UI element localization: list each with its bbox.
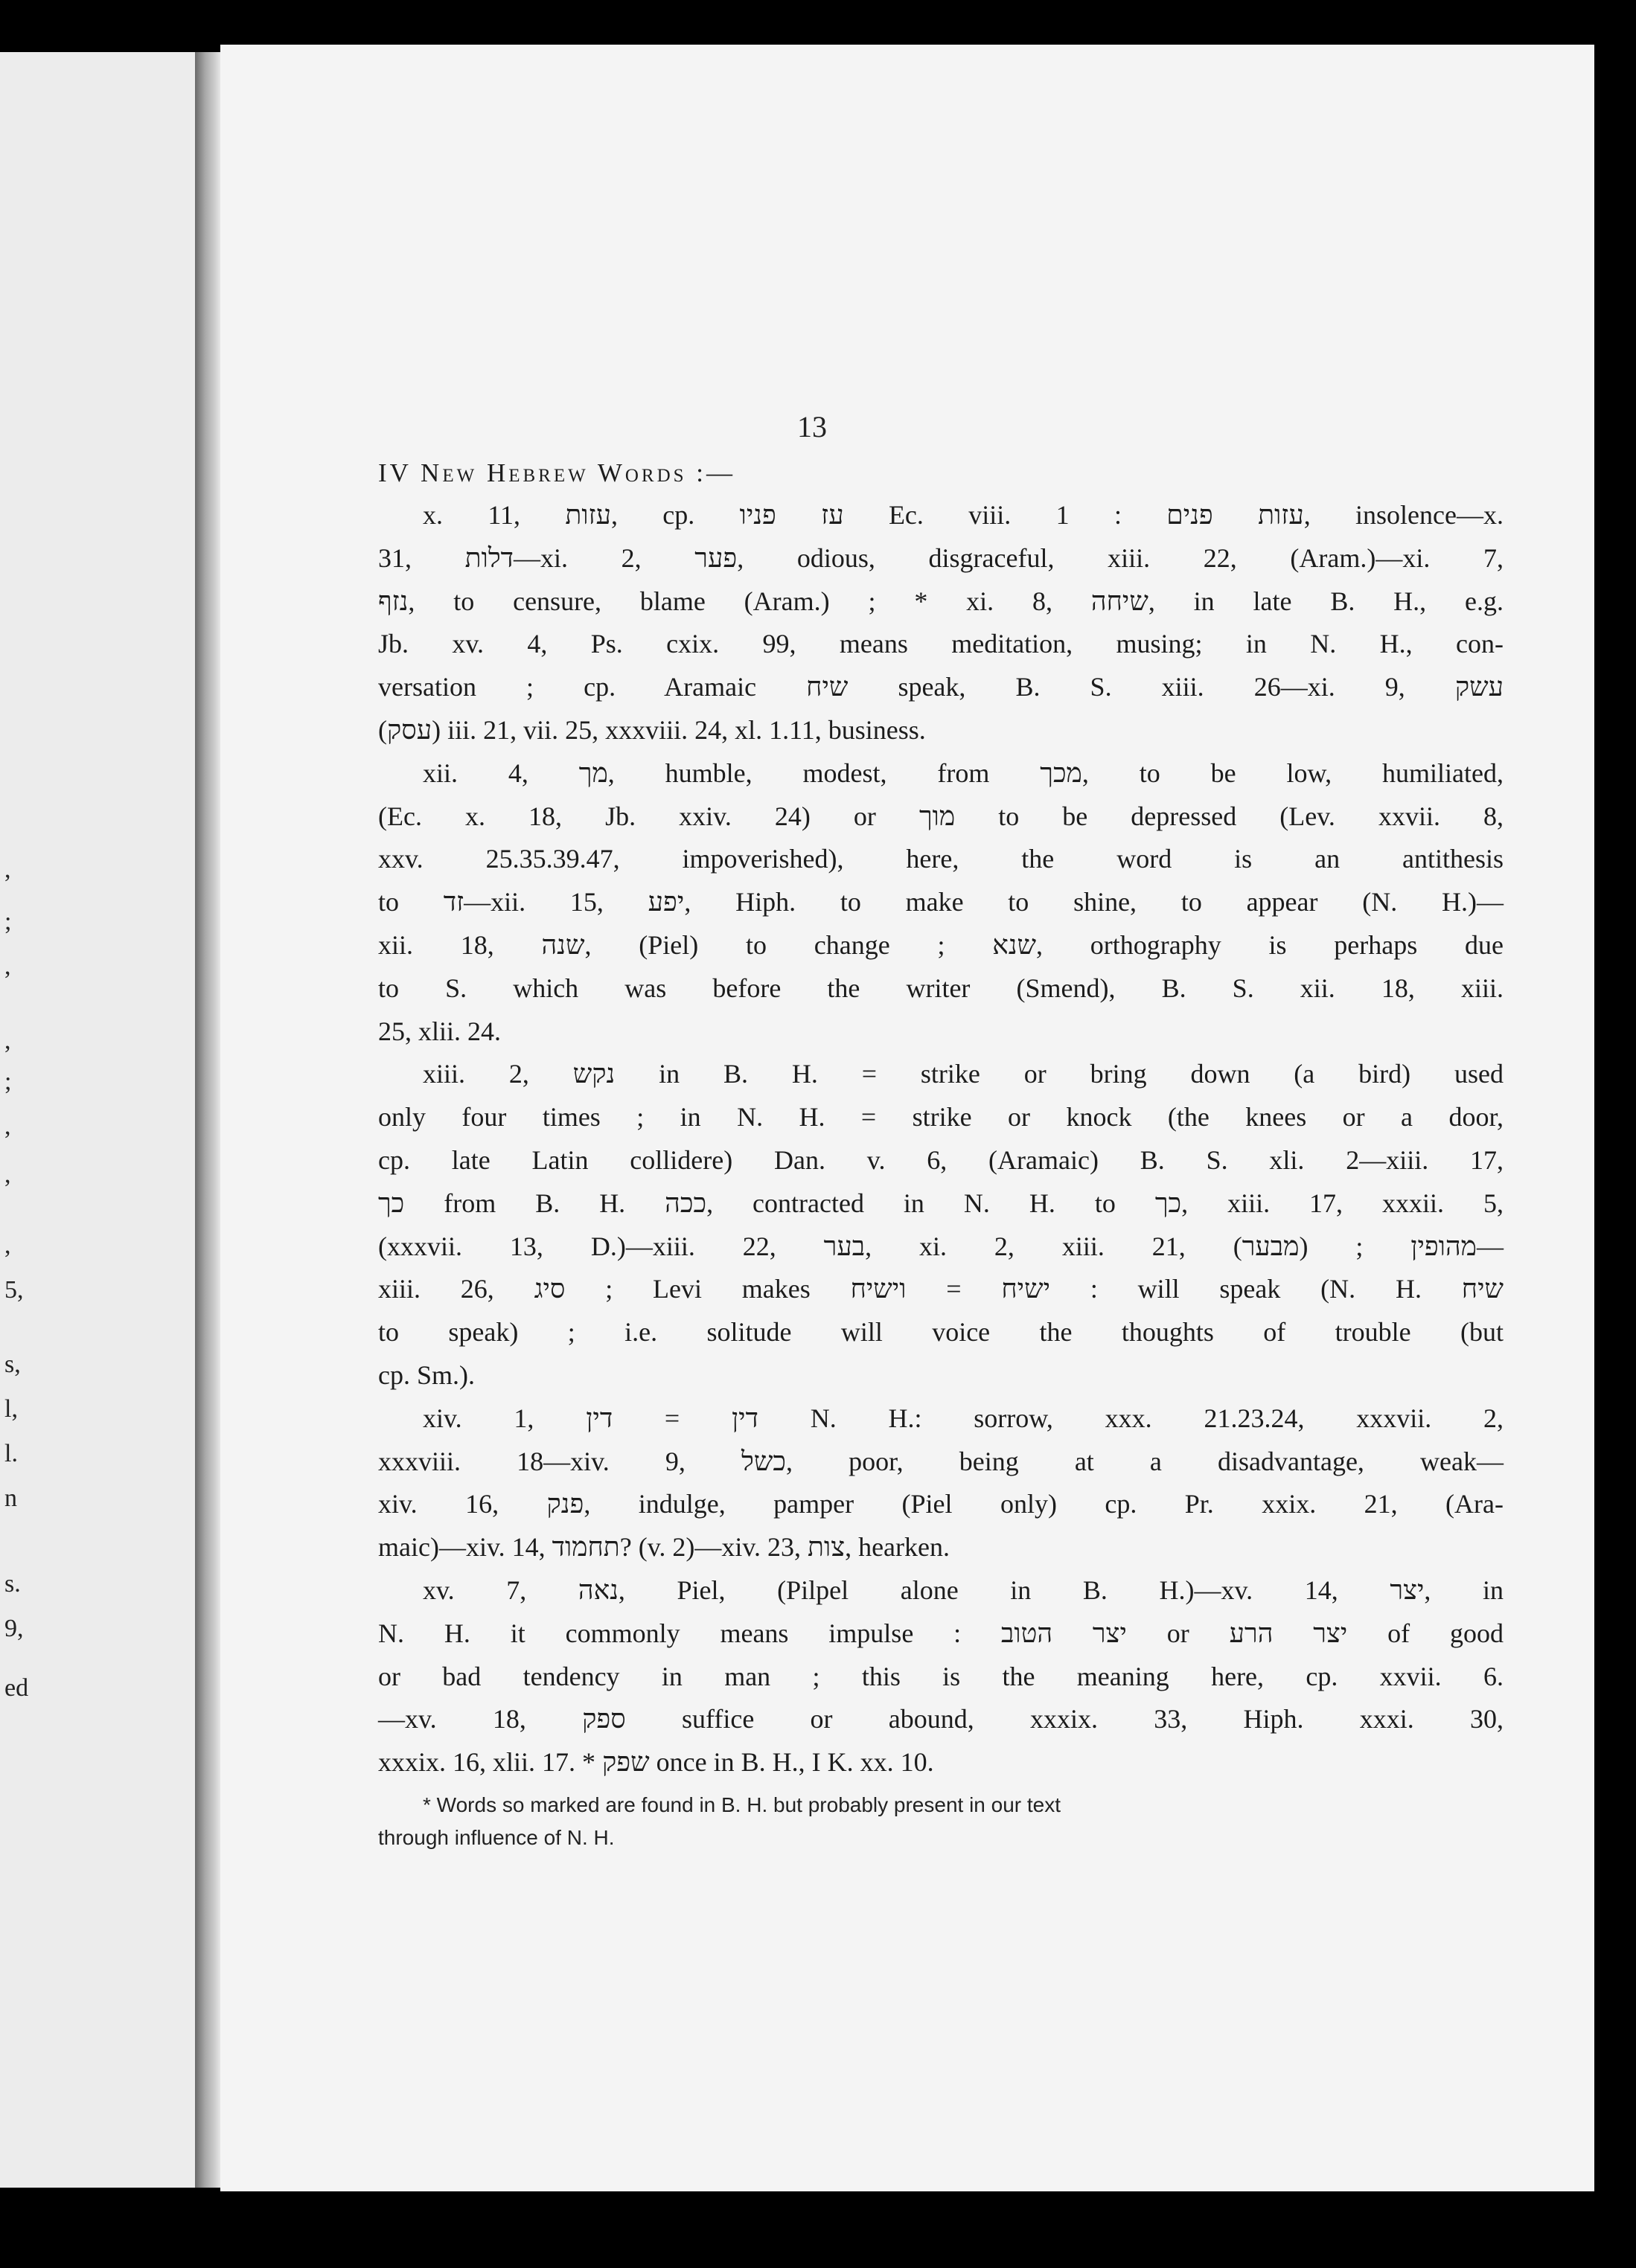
text-line: xxxix. 16, xlii. 17. * שפק once in B. H., I K. xx. 10. xyxy=(378,1747,934,1778)
text-line: xiv. 1, דין = דין N. H.: sorrow, xxx. 21.23.24, xxxvii. 2, xyxy=(423,1403,1504,1433)
text-line: xxxviii. 18—xiv. 9, כשל, poor, being at a disadvantage, weak— xyxy=(378,1446,1504,1476)
paragraph-5 xyxy=(378,1569,1504,1784)
text-line: cp. late Latin collidere) Dan. v. 6, (Aramaic) B. S. xli. 2—xiii. 17, xyxy=(378,1144,1504,1175)
paragraph-1 xyxy=(378,494,1504,752)
text-line: נזף, to censure, blame (Aram.) ; * xi. 8, שיחה, in late B. H., e.g. xyxy=(378,586,1504,616)
text-line: N. H. it commonly means impulse : יצר הטוב or יצר הרע of good xyxy=(378,1618,1504,1648)
text-line: x. 11, עזות, cp. עז פניו Ec. viii. 1 : עזות פנים, insolence—x. xyxy=(423,500,1504,530)
previous-page-text-fragment: n xyxy=(4,1484,17,1512)
previous-page-text-fragment: 9, xyxy=(4,1615,24,1642)
text-line: cp. Sm.). xyxy=(378,1359,475,1390)
text-line: xxv. 25.35.39.47, impoverished), here, the word is an antithesis xyxy=(378,844,1504,874)
footnote-line: through influence of N. H. xyxy=(378,1825,615,1849)
footnote-line: * Words so marked are found in B. H. but probably present in our text xyxy=(423,1793,1061,1816)
text-line: to זד—xii. 15, יפע, Hiph. to make to shine, to appear (N. H.)— xyxy=(378,887,1504,917)
text-line: (xxxvii. 13, D.)—xiii. 22, בער, xi. 2, xiii. 21, (מבער) ; מהופין— xyxy=(378,1231,1504,1261)
text-line: xii. 4, מך, humble, modest, from מכך, to be low, humiliated, xyxy=(423,757,1504,788)
section-heading: IV New Hebrew Words :— xyxy=(378,458,736,487)
book-page xyxy=(220,45,1594,2191)
text-line: versation ; cp. Aramaic שיח speak, B. S. xiii. 26—xi. 9, עשק xyxy=(378,672,1504,702)
text-line: —xv. 18, ספק suffice or abound, xxxix. 33, Hiph. xxxi. 30, xyxy=(378,1704,1504,1734)
book-gutter xyxy=(195,52,220,2188)
text-line: 25, xlii. 24. xyxy=(378,1016,502,1046)
previous-page-text-fragment: s, xyxy=(4,1351,21,1378)
previous-page-edge xyxy=(0,52,195,2188)
text-line: כך from B. H. ככה, contracted in N. H. to כך, xiii. 17, xxxii. 5, xyxy=(378,1188,1504,1218)
text-line: xiv. 16, פנק, indulge, pamper (Piel only) cp. Pr. xxix. 21, (Ara- xyxy=(378,1489,1504,1519)
text-line: (עסק) iii. 21, vii. 25, xxxviii. 24, xl. 1.11, business. xyxy=(378,714,926,745)
text-line: or bad tendency in man ; this is the meaning here, cp. xxvii. 6. xyxy=(378,1661,1504,1691)
previous-page-text-fragment: , xyxy=(4,952,11,980)
paragraph-4 xyxy=(378,1397,1504,1569)
page-text xyxy=(378,452,1504,1854)
paragraph-3 xyxy=(378,1053,1504,1397)
text-line: maic)—xiv. 14, תחמוד? (v. 2)—xiv. 23, צות, hearken. xyxy=(378,1532,950,1563)
paragraph-2 xyxy=(378,752,1504,1054)
previous-page-text-fragment: , xyxy=(4,1161,11,1188)
text-line: xv. 7, נאה, Piel, (Pilpel alone in B. H.)—xv. 14, יצר, in xyxy=(423,1575,1504,1605)
page-number: 13 xyxy=(797,410,827,443)
text-line: xiii. 26, סיג ; Levi makes ישיח = וישיח : will speak (N. H. שיח xyxy=(378,1274,1504,1304)
previous-page-text-fragment: 5, xyxy=(4,1276,24,1304)
previous-page-text-fragment: l. xyxy=(4,1440,18,1467)
text-line: to S. which was before the writer (Smend), B. S. xii. 18, xiii. xyxy=(378,973,1504,1003)
previous-page-text-fragment: ; xyxy=(4,1068,12,1095)
previous-page-text-fragment: , xyxy=(4,1231,11,1259)
text-line: (Ec. x. 18, Jb. xxiv. 24) or מוך to be depressed (Lev. xxvii. 8, xyxy=(378,801,1504,831)
text-line: Jb. xv. 4, Ps. cxix. 99, means meditation, musing; in N. H., con- xyxy=(378,629,1504,659)
previous-page-text-fragment: , xyxy=(4,856,11,883)
previous-page-text-fragment: ed xyxy=(4,1674,29,1702)
text-line: 31, דלות—xi. 2, פער, odious, disgraceful, xiii. 22, (Aram.)—xi. 7, xyxy=(378,542,1504,573)
previous-page-text-fragment: l, xyxy=(4,1395,18,1423)
text-line: xii. 18, שנה, (Piel) to change ; שנא, orthography is perhaps due xyxy=(378,929,1504,960)
previous-page-text-fragment: , xyxy=(4,1027,11,1054)
text-line: to speak) ; i.e. solitude will voice the thoughts of trouble (but xyxy=(378,1317,1504,1348)
previous-page-text-fragment: ; xyxy=(4,908,12,935)
previous-page-text-fragment: s. xyxy=(4,1570,21,1598)
text-line: xiii. 2, נקש in B. H. = strike or bring down (a bird) used xyxy=(423,1059,1504,1089)
text-line: only four times ; in N. H. = strike or knock (the knees or a door, xyxy=(378,1102,1504,1133)
previous-page-text-fragment: , xyxy=(4,1112,11,1140)
footnote xyxy=(378,1789,1504,1854)
